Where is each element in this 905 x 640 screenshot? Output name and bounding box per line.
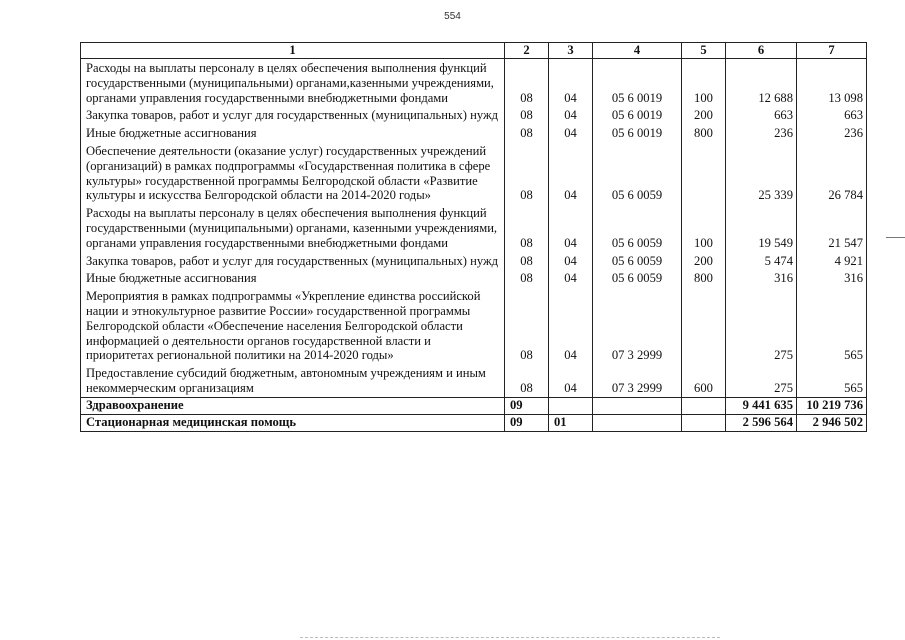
amount-col6: 9 441 635 [726,397,797,414]
amount-col7: 565 [797,364,867,397]
amount-col6: 663 [726,106,797,124]
expense-type [682,287,726,364]
expense-type [682,142,726,204]
subsection-total-row [81,414,867,431]
section-code: 09 [505,397,549,414]
section-code: 08 [505,287,549,364]
subsection-code: 04 [549,124,593,142]
header-row [81,43,867,59]
column-header: 6 [726,43,797,59]
expense-type: 600 [682,364,726,397]
amount-col7: 4 921 [797,252,867,270]
amount-col7: 10 219 736 [797,397,867,414]
amount-col6: 275 [726,364,797,397]
row-name: Обеспечение деятельности (оказание услуг) государственных учреждений (организаций) в рамках подпрограммы «Государственная политика в сфере культуры» государственной программы Белгородской области «Развитие культуры и искусства Белгородской области на 2014-2020 годы» [81,142,505,204]
amount-col7: 236 [797,124,867,142]
subsection-code: 04 [549,59,593,107]
amount-col6: 236 [726,124,797,142]
amount-col6: 275 [726,287,797,364]
target-article [593,414,682,431]
row-name: Расходы на выплаты персоналу в целях обеспечения выполнения функций государственными (муниципальными) органами, казенными учреждениями, органами управления государственными внебюджетными фондами [81,204,505,251]
row-name: Иные бюджетные ассигнования [81,269,505,287]
row-name: Закупка товаров, работ и услуг для государственных (муниципальных) нужд [81,252,505,270]
expense-type [682,397,726,414]
target-article: 05 6 0019 [593,59,682,107]
section-code: 08 [505,59,549,107]
target-article [593,397,682,414]
row-name: Предоставление субсидий бюджетным, автономным учреждениям и иным некоммерческим организациям [81,364,505,397]
expense-type [682,414,726,431]
subsection-code: 04 [549,269,593,287]
column-header: 7 [797,43,867,59]
expense-type: 800 [682,269,726,287]
amount-col7: 26 784 [797,142,867,204]
target-article: 05 6 0059 [593,204,682,251]
amount-col7: 21 547 [797,204,867,251]
amount-col6: 5 474 [726,252,797,270]
row-name: Расходы на выплаты персоналу в целях обеспечения выполнения функций государственными (муниципальными) органами,казенными учреждениями, органами управления государственными внебюджетными фондами [81,59,505,107]
row-name: Мероприятия в рамках подпрограммы «Укрепление единства российской нации и этнокультурное развитие России» государственной программы Белгородской области «Обеспечение населения Белгородской области информацией о деятельности органов государственной власти и приоритетах региональной политики на 2014-2020 годы» [81,287,505,364]
section-code: 08 [505,106,549,124]
table-row [81,287,867,364]
expense-type: 100 [682,59,726,107]
subsection-code: 04 [549,364,593,397]
table-row [81,106,867,124]
amount-col7: 565 [797,287,867,364]
table-row [81,59,867,107]
subsection-name: Стационарная медицинская помощь [81,414,505,431]
amount-col6: 12 688 [726,59,797,107]
section-code: 09 [505,414,549,431]
table-row [81,124,867,142]
section-code: 08 [505,124,549,142]
amount-col6: 19 549 [726,204,797,251]
target-article: 05 6 0059 [593,142,682,204]
amount-col7: 2 946 502 [797,414,867,431]
target-article: 05 6 0019 [593,106,682,124]
section-code: 08 [505,142,549,204]
column-header: 2 [505,43,549,59]
expense-type: 100 [682,204,726,251]
section-code: 08 [505,364,549,397]
target-article: 07 3 2999 [593,364,682,397]
column-header: 5 [682,43,726,59]
amount-col7: 663 [797,106,867,124]
table-row [81,204,867,251]
subsection-code: 04 [549,106,593,124]
section-code: 08 [505,204,549,251]
section-code: 08 [505,269,549,287]
subsection-code: 04 [549,252,593,270]
target-article: 05 6 0019 [593,124,682,142]
row-name: Иные бюджетные ассигнования [81,124,505,142]
column-header: 3 [549,43,593,59]
subsection-code: 04 [549,287,593,364]
expense-type: 200 [682,252,726,270]
subsection-code [549,397,593,414]
section-name: Здравоохранение [81,397,505,414]
table-row [81,269,867,287]
target-article: 05 6 0059 [593,252,682,270]
table-row [81,364,867,397]
scan-edge [300,637,720,638]
section-total-row [81,397,867,414]
row-name: Закупка товаров, работ и услуг для государственных (муниципальных) нужд [81,106,505,124]
amount-col7: 316 [797,269,867,287]
expense-type: 800 [682,124,726,142]
budget-table [80,42,867,432]
amount-col6: 316 [726,269,797,287]
expense-type: 200 [682,106,726,124]
table-row [81,142,867,204]
target-article: 05 6 0059 [593,269,682,287]
target-article: 07 3 2999 [593,287,682,364]
section-code: 08 [505,252,549,270]
subsection-code: 01 [549,414,593,431]
margin-mark [886,237,905,238]
amount-col7: 13 098 [797,59,867,107]
column-header: 4 [593,43,682,59]
amount-col6: 25 339 [726,142,797,204]
page-number: 554 [444,11,461,22]
subsection-code: 04 [549,204,593,251]
subsection-code: 04 [549,142,593,204]
table-row [81,252,867,270]
column-header: 1 [81,43,505,59]
amount-col6: 2 596 564 [726,414,797,431]
